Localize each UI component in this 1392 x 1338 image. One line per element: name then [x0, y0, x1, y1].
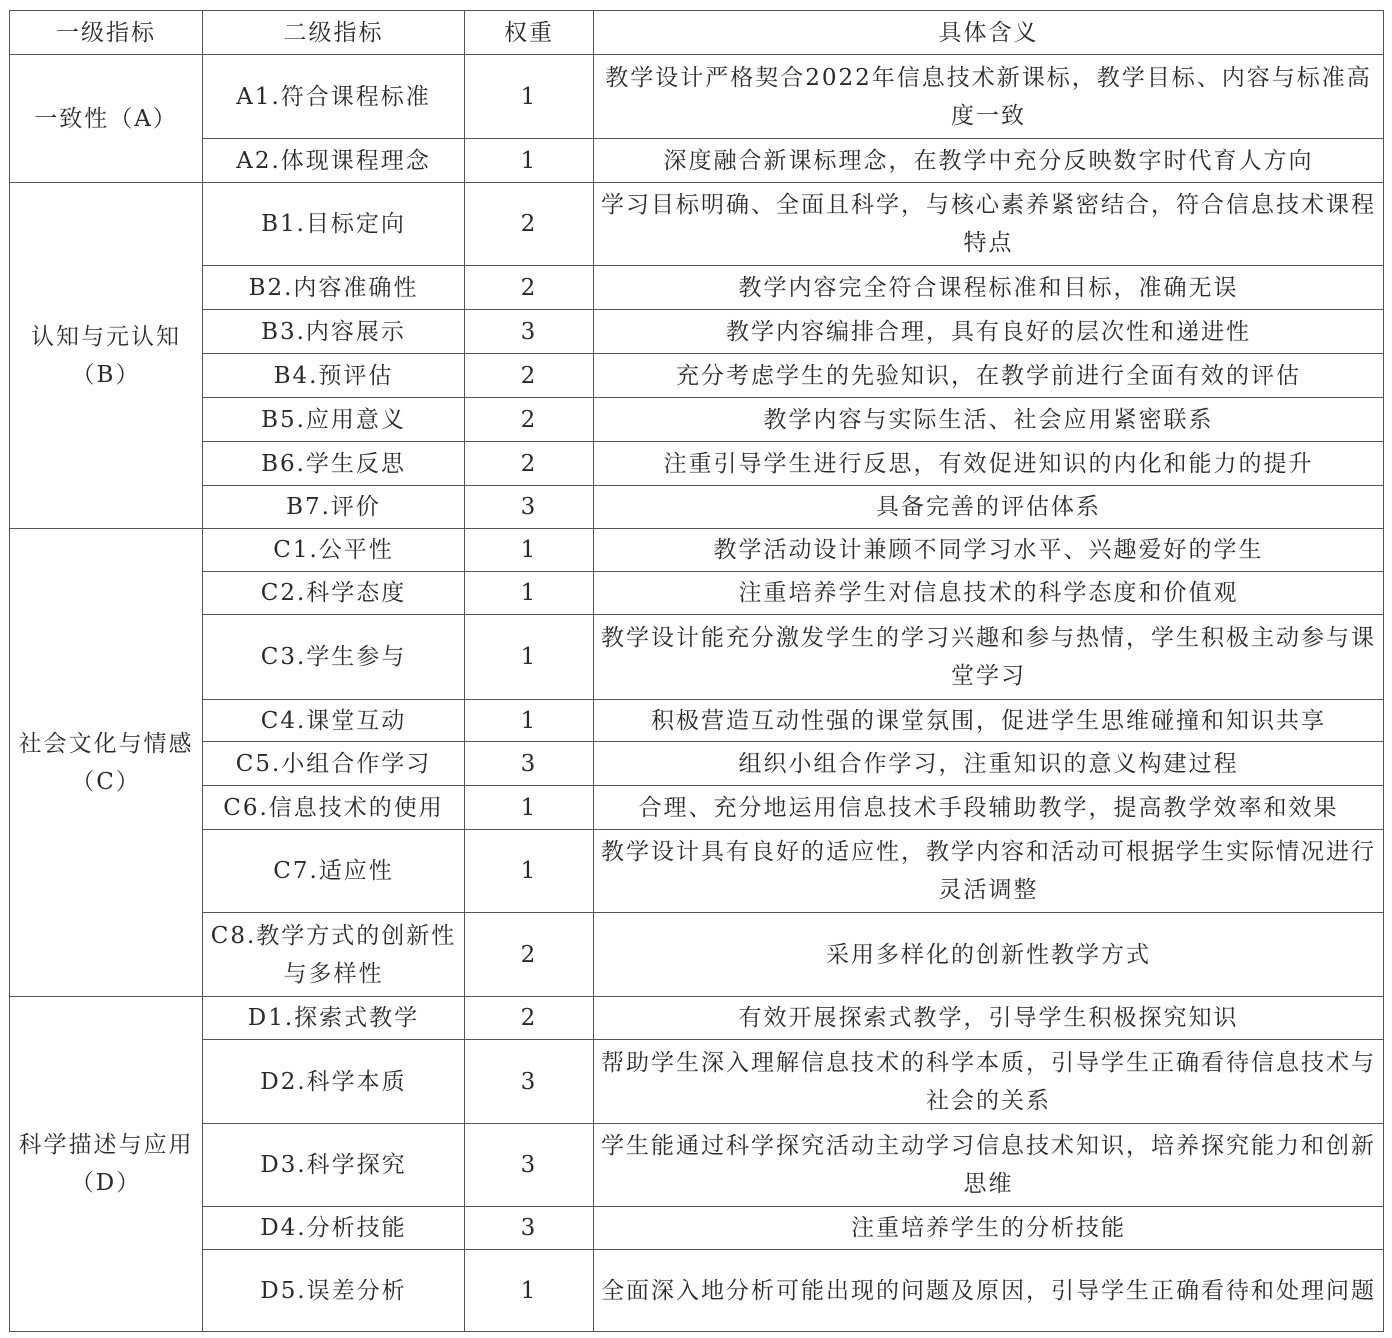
weight-cell: 2 [465, 354, 594, 398]
header-level1: 一级指标 [10, 11, 203, 55]
table-row [10, 139, 1384, 183]
table-row [10, 266, 1384, 310]
level2-cell: D2.科学本质 [203, 1040, 465, 1124]
weight-cell: 2 [465, 183, 594, 266]
weight-cell: 3 [465, 310, 594, 354]
level1-cell-b: 认知与元认知（B） [10, 183, 203, 529]
level2-cell: B1.目标定向 [203, 183, 465, 266]
table-row [10, 442, 1384, 486]
meaning-cell: 充分考虑学生的先验知识，在教学前进行全面有效的评估 [594, 354, 1384, 398]
meaning-cell: 注重引导学生进行反思，有效促进知识的内化和能力的提升 [594, 442, 1384, 486]
table-row [10, 529, 1384, 572]
level2-cell: C2.科学态度 [203, 572, 465, 615]
header-level2: 二级指标 [203, 11, 465, 55]
weight-cell: 2 [465, 997, 594, 1040]
table-row [10, 615, 1384, 700]
level2-cell: C8.教学方式的创新性与多样性 [203, 913, 465, 997]
meaning-cell: 教学内容编排合理，具有良好的层次性和递进性 [594, 310, 1384, 354]
table-row [10, 830, 1384, 913]
weight-cell: 1 [465, 572, 594, 615]
level2-cell: D3.科学探究 [203, 1124, 465, 1207]
weight-cell: 3 [465, 1040, 594, 1124]
weight-cell: 2 [465, 913, 594, 997]
level2-cell: A2.体现课程理念 [203, 139, 465, 183]
level2-cell: C4.课堂互动 [203, 700, 465, 742]
table-row [10, 310, 1384, 354]
level2-cell: D4.分析技能 [203, 1207, 465, 1250]
table-row [10, 183, 1384, 266]
header-meaning: 具体含义 [594, 11, 1384, 55]
meaning-cell: 组织小组合作学习，注重知识的意义构建过程 [594, 742, 1384, 786]
level2-cell: C7.适应性 [203, 830, 465, 913]
table-row [10, 1207, 1384, 1250]
meaning-cell: 注重培养学生对信息技术的科学态度和价值观 [594, 572, 1384, 615]
table-row [10, 55, 1384, 139]
indicator-table [9, 10, 1384, 1332]
meaning-cell: 教学活动设计兼顾不同学习水平、兴趣爱好的学生 [594, 529, 1384, 572]
weight-cell: 2 [465, 266, 594, 310]
level1-cell-d: 科学描述与应用（D） [10, 997, 203, 1332]
weight-cell: 3 [465, 486, 594, 529]
level1-cell-a: 一致性（A） [10, 55, 203, 183]
table-row [10, 742, 1384, 786]
weight-cell: 2 [465, 442, 594, 486]
weight-cell: 1 [465, 786, 594, 830]
meaning-cell: 采用多样化的创新性教学方式 [594, 913, 1384, 997]
level1-cell-c: 社会文化与情感（C） [10, 529, 203, 997]
meaning-cell: 有效开展探索式教学，引导学生积极探究知识 [594, 997, 1384, 1040]
table-header [10, 11, 1384, 55]
level2-cell: B2.内容准确性 [203, 266, 465, 310]
weight-cell: 1 [465, 830, 594, 913]
meaning-cell: 深度融合新课标理念，在教学中充分反映数字时代育人方向 [594, 139, 1384, 183]
weight-cell: 1 [465, 529, 594, 572]
level2-cell: C5.小组合作学习 [203, 742, 465, 786]
table-row [10, 354, 1384, 398]
weight-cell: 1 [465, 615, 594, 700]
level2-cell: A1.符合课程标准 [203, 55, 465, 139]
table-row [10, 1124, 1384, 1207]
table-row [10, 1250, 1384, 1332]
table-body [10, 55, 1384, 1332]
meaning-cell: 合理、充分地运用信息技术手段辅助教学，提高教学效率和效果 [594, 786, 1384, 830]
level2-cell: C6.信息技术的使用 [203, 786, 465, 830]
level2-cell: B3.内容展示 [203, 310, 465, 354]
level2-cell: D5.误差分析 [203, 1250, 465, 1332]
table-row [10, 1040, 1384, 1124]
meaning-cell: 具备完善的评估体系 [594, 486, 1384, 529]
weight-cell: 1 [465, 139, 594, 183]
meaning-cell: 积极营造互动性强的课堂氛围，促进学生思维碰撞和知识共享 [594, 700, 1384, 742]
level2-cell: C3.学生参与 [203, 615, 465, 700]
meaning-cell: 注重培养学生的分析技能 [594, 1207, 1384, 1250]
table-row [10, 486, 1384, 529]
weight-cell: 3 [465, 1207, 594, 1250]
meaning-cell: 教学内容完全符合课程标准和目标，准确无误 [594, 266, 1384, 310]
meaning-cell: 教学设计具有良好的适应性，教学内容和活动可根据学生实际情况进行灵活调整 [594, 830, 1384, 913]
weight-cell: 1 [465, 55, 594, 139]
table-row [10, 913, 1384, 997]
level2-cell: D1.探索式教学 [203, 997, 465, 1040]
level2-cell: B6.学生反思 [203, 442, 465, 486]
weight-cell: 1 [465, 1250, 594, 1332]
table-row [10, 572, 1384, 615]
level2-cell: C1.公平性 [203, 529, 465, 572]
level2-cell: B7.评价 [203, 486, 465, 529]
meaning-cell: 全面深入地分析可能出现的问题及原因，引导学生正确看待和处理问题 [594, 1250, 1384, 1332]
table-row [10, 997, 1384, 1040]
meaning-cell: 教学内容与实际生活、社会应用紧密联系 [594, 398, 1384, 442]
table-row [10, 786, 1384, 830]
weight-cell: 2 [465, 398, 594, 442]
meaning-cell: 教学设计能充分激发学生的学习兴趣和参与热情，学生积极主动参与课堂学习 [594, 615, 1384, 700]
table-row [10, 398, 1384, 442]
table-row [10, 700, 1384, 742]
weight-cell: 3 [465, 1124, 594, 1207]
header-row [10, 11, 1384, 55]
header-weight: 权重 [465, 11, 594, 55]
level2-cell: B5.应用意义 [203, 398, 465, 442]
weight-cell: 1 [465, 700, 594, 742]
weight-cell: 3 [465, 742, 594, 786]
meaning-cell: 学习目标明确、全面且科学，与核心素养紧密结合，符合信息技术课程特点 [594, 183, 1384, 266]
level2-cell: B4.预评估 [203, 354, 465, 398]
meaning-cell: 学生能通过科学探究活动主动学习信息技术知识，培养探究能力和创新思维 [594, 1124, 1384, 1207]
meaning-cell: 教学设计严格契合2022年信息技术新课标，教学目标、内容与标准高度一致 [594, 55, 1384, 139]
meaning-cell: 帮助学生深入理解信息技术的科学本质，引导学生正确看待信息技术与社会的关系 [594, 1040, 1384, 1124]
